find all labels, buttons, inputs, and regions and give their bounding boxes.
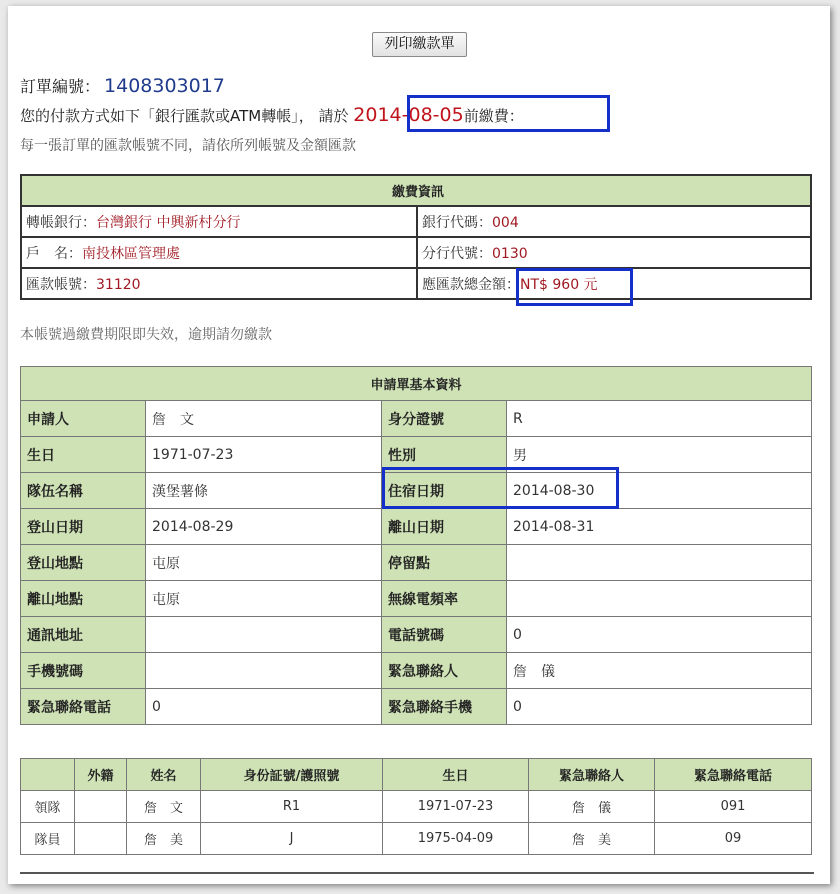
field-value: 2014-08-31 <box>507 509 812 545</box>
field-value: 男 <box>507 437 812 473</box>
member-cell <box>75 791 127 823</box>
member-cell: 領隊 <box>21 791 75 823</box>
order-number-label: 訂單編號： <box>20 77 101 96</box>
field-label: 性別 <box>382 437 507 473</box>
field-label: 離山日期 <box>382 509 507 545</box>
total-amount-value: NT$ 960 元 <box>520 276 598 293</box>
highlight-box-due-date <box>407 95 610 132</box>
print-payment-slip-button[interactable]: 列印繳款單 <box>372 32 467 57</box>
application-row <box>21 581 812 617</box>
field-label: 離山地點 <box>21 581 146 617</box>
member-cell: J <box>201 823 383 855</box>
field-label: 生日 <box>21 437 146 473</box>
member-row <box>21 791 812 823</box>
bank-cell <box>21 206 417 237</box>
field-value <box>146 617 382 653</box>
field-label: 無線電頻率 <box>382 581 507 617</box>
field-label: 電話號碼 <box>382 617 507 653</box>
order-number-line <box>20 74 225 97</box>
members-column-header: 身份証號/護照號 <box>201 759 383 791</box>
member-cell: 091 <box>655 791 812 823</box>
field-value: 0 <box>507 689 812 725</box>
field-value: 2014-08-30 <box>507 473 812 509</box>
members-column-header: 緊急聯絡人 <box>529 759 655 791</box>
field-label: 手機號碼 <box>21 653 146 689</box>
member-cell: 1971-07-23 <box>383 791 529 823</box>
field-label: 緊急聯絡電話 <box>21 689 146 725</box>
order-number: 1408303017 <box>104 75 225 97</box>
field-label: 隊伍名稱 <box>21 473 146 509</box>
account-number-cell <box>21 268 417 299</box>
account-name-label: 戶 名： <box>26 245 82 262</box>
branch-code-cell <box>417 237 811 268</box>
highlight-box-stay-date <box>382 467 619 509</box>
bank-code-value: 004 <box>492 214 519 231</box>
bank-code-label: 銀行代碼： <box>422 214 492 231</box>
branch-code-label: 分行代號： <box>422 245 492 262</box>
total-amount-label: 應匯款總金額： <box>422 276 520 293</box>
field-value: 屯原 <box>146 545 382 581</box>
field-label: 緊急聯絡人 <box>382 653 507 689</box>
field-label: 登山日期 <box>21 509 146 545</box>
application-row <box>21 653 812 689</box>
members-column-header: 緊急聯絡電話 <box>655 759 812 791</box>
payment-info-title: 繳費資訊 <box>21 175 811 206</box>
application-row <box>21 689 812 725</box>
payment-due-date: 2014-08-05 <box>353 104 464 126</box>
members-column-header: 姓名 <box>127 759 201 791</box>
application-row <box>21 617 812 653</box>
field-label: 停留點 <box>382 545 507 581</box>
field-value <box>146 653 382 689</box>
payment-due-suffix: 前繳費： <box>463 107 524 125</box>
field-value: 詹 文 <box>146 401 382 437</box>
member-row <box>21 823 812 855</box>
account-name-value: 南投林區管理處 <box>82 245 180 262</box>
member-cell: 詹 文 <box>127 791 201 823</box>
members-column-header <box>21 759 75 791</box>
application-row <box>21 545 812 581</box>
highlight-box-total <box>516 268 633 306</box>
payment-method-text: 您的付款方式如下「銀行匯款或ATM轉帳」， 請於 <box>20 107 349 125</box>
application-title: 申請單基本資料 <box>21 367 812 401</box>
payment-slip-page <box>8 6 830 884</box>
members-column-header: 生日 <box>383 759 529 791</box>
field-value: 0 <box>146 689 382 725</box>
field-value: 1971-07-23 <box>146 437 382 473</box>
member-cell: R1 <box>201 791 383 823</box>
field-value: 屯原 <box>146 581 382 617</box>
account-note: 每一張訂單的匯款帳號不同，請依所列帳號及金額匯款 <box>20 138 356 154</box>
bank-value: 台灣銀行 中興新村分行 <box>96 214 241 231</box>
member-cell: 詹 儀 <box>529 791 655 823</box>
member-cell <box>75 823 127 855</box>
payment-info-table <box>20 174 812 300</box>
bank-code-cell <box>417 206 811 237</box>
field-label: 通訊地址 <box>21 617 146 653</box>
field-value: 漢堡薯條 <box>146 473 382 509</box>
member-cell: 詹 美 <box>127 823 201 855</box>
account-number-label: 匯款帳號： <box>26 276 96 293</box>
field-label: 登山地點 <box>21 545 146 581</box>
field-value: R <box>507 401 812 437</box>
field-value <box>507 581 812 617</box>
members-column-header: 外籍 <box>75 759 127 791</box>
field-value: 2014-08-29 <box>146 509 382 545</box>
field-value: 0 <box>507 617 812 653</box>
branch-code-value: 0130 <box>492 245 528 262</box>
field-label: 緊急聯絡手機 <box>382 689 507 725</box>
member-cell: 09 <box>655 823 812 855</box>
member-cell: 1975-04-09 <box>383 823 529 855</box>
field-value <box>507 545 812 581</box>
field-label: 申請人 <box>21 401 146 437</box>
account-name-cell <box>21 237 417 268</box>
account-number-value: 31120 <box>96 276 141 293</box>
member-cell: 隊員 <box>21 823 75 855</box>
members-table <box>20 758 812 855</box>
application-row <box>21 401 812 437</box>
bottom-divider <box>20 872 814 874</box>
bank-label: 轉帳銀行： <box>26 214 96 231</box>
field-label: 身分證號 <box>382 401 507 437</box>
application-row <box>21 509 812 545</box>
application-table <box>20 366 812 725</box>
member-cell: 詹 美 <box>529 823 655 855</box>
field-value: 詹 儀 <box>507 653 812 689</box>
field-label: 住宿日期 <box>382 473 507 509</box>
expiry-note: 本帳號過繳費期限即失效，逾期請勿繳款 <box>20 327 272 343</box>
